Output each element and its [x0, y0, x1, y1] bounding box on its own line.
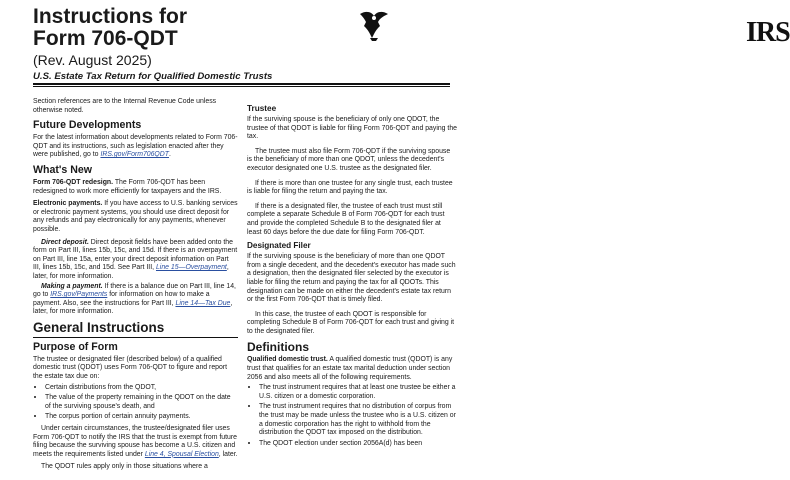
intro-text: Section references are to the Internal Revenue Code unless otherwise noted.: [33, 98, 217, 114]
qdot-requirements-list: [247, 383, 457, 448]
left-column: [33, 98, 238, 476]
list-item: • The trust instrument requires that at least one trustee be either a U.S. citizen or a domestic corporation.: [259, 383, 457, 401]
line15-overpayment-link[interactable]: Line 15—Overpayment: [155, 264, 227, 272]
qualified-domestic-trust-paragraph: Qualified domestic trust. A qualified domestic trust (QDOT) is any trust that qualifies for an estate tax marital deduction under section 2056 and also meets all of the following requirements.: [247, 356, 453, 381]
purpose-text: The trustee or designated filer (described below) of a qualified domestic trust (QDOT) uses Form 706-QDT to figure and report the estate tax due on:: [33, 355, 228, 381]
electronic-payments-paragraph: Electronic payments. If you have access to U.S. banking services or electronic payment systems, you should use direct deposit for any refunds and pay electronically for any payments, whenever possible.: [33, 200, 238, 233]
future-developments-heading: Future Developments: [33, 119, 142, 132]
redesign-paragraph: Form 706-QDT redesign. The Form 706-QDT has been redesigned to work more efficiently for taxpayers and the IRS.: [33, 178, 222, 195]
list-item: • Certain distributions from the QDOT,: [45, 383, 238, 393]
definitions-heading: Definitions: [247, 340, 309, 355]
purpose-list: [33, 383, 238, 422]
irs-logo: [356, 8, 790, 48]
whats-new-heading: What's New: [33, 163, 93, 176]
trustee-paragraph-3: If there is more than one trustee for any single trust, each trustee is liable for filing the return and paying the tax.: [247, 179, 453, 196]
irs-logo-text: IRS: [746, 17, 790, 48]
line14-tax-due-link[interactable]: Line 14—Tax Due: [175, 299, 231, 307]
list-item: • The corpus portion of certain annuity payments.: [45, 412, 238, 422]
title-line-2: Form 706-QDT: [33, 27, 178, 50]
section-rule: [33, 337, 238, 338]
list-item: • The QDOT election under section 2056A(d) has been: [259, 439, 457, 449]
form706qdt-link[interactable]: IRS.gov/Form706QDT: [100, 151, 169, 159]
trustee-paragraph-2: The trustee must also file Form 706-QDT if the surviving spouse is the beneficiary of more than one QDOT, unless the decedent's executor designated one U.S. trustee as the designated filer.: [247, 147, 451, 172]
spousal-election-link[interactable]: Line 4, Spousal Election: [144, 450, 219, 458]
direct-deposit-paragraph: Direct deposit. Direct deposit fields have been added onto the form on Part III, lines 15b, 15c, and 15d. If there is an overpayment on Part III, line 15a, enter your direct deposit information on Part III, lines 15b, 15c, and 15d. See Part III, Line 15—Overpayment, later, for more information.: [33, 238, 238, 280]
list-item: • The trust instrument requires that no distribution of corpus from the trust may be made unless the trustee who is a U.S. citizen or a domestic corporation has the right to withhold from the distribution the QDOT tax imposed on the distribution.: [259, 402, 457, 437]
designated-filer-paragraph-2: In this case, the trustee of each QDOT is responsible for completing Schedule B of Form 706-QDT for each trust and giving it to the designated filer.: [247, 310, 455, 335]
trustee-paragraph-4: If there is a designated filer, the trustee of each trust must still complete a separate Schedule B of Form 706-QDT for each trust and provide the completed Schedule B to the designated filer at least 60 days before the due date for filing Form 706-QDT.: [247, 202, 445, 236]
revision-date: (Rev. August 2025): [33, 52, 152, 68]
purpose-of-form-heading: Purpose of Form: [33, 340, 118, 353]
trustee-paragraph-1: If the surviving spouse is the beneficiary of only one QDOT, the trustee of that QDOT is liable for filing Form 706-QDT and paying the tax.: [247, 116, 458, 141]
title-line-1: Instructions for: [33, 5, 188, 28]
list-item: • The value of the property remaining in the QDOT on the date of the surviving spouse's death, and: [45, 393, 238, 411]
designated-filer-paragraph-1: If the surviving spouse is the beneficiary of more than one QDOT from a single decedent, and the decedent's executor has made such a designation, then the designated filer selected by the executor is liable for filing the return and paying the tax for all QDOTs. This designation can be made on either the decedent's estate tax return or the first Form 706-QDT that is timely filed.: [247, 253, 456, 304]
general-instructions-heading: General Instructions: [33, 319, 165, 335]
circumstances-paragraph: Under certain circumstances, the trustee/designated filer uses Form 706-QDT to notify the IRS that the trust is exempt from future filing because the surviving spouse has become a U.S. citizen and meets the requirements listed under Line 4, Spousal Election, later.: [33, 425, 238, 458]
irs-payments-link[interactable]: IRS.gov/Payments: [50, 291, 108, 299]
qdot-rules-paragraph: The QDOT rules apply only in those situations where a: [41, 463, 208, 471]
document-title: [33, 6, 187, 50]
future-developments-text: For the latest information about developments related to Form 706-QDT and its instructions, such as legislation enacted after they were published, go to IRS.gov/Form706QDT.: [33, 134, 238, 159]
header-rule: [33, 83, 450, 85]
form-subtitle: U.S. Estate Tax Return for Qualified Domestic Trusts: [33, 71, 273, 82]
trustee-heading: Trustee: [247, 104, 277, 113]
right-column: [247, 101, 457, 451]
eagle-icon: [356, 8, 390, 42]
designated-filer-heading: Designated Filer: [247, 241, 311, 251]
header-rule-thin: [33, 86, 450, 87]
making-payment-paragraph: Making a payment. If there is a balance due on Part III, line 14, go to IRS.gov/Payments for information on how to make a payment. Also, see the instructions for Part III, Line 14—Tax Due, later, for more information.: [33, 282, 236, 316]
